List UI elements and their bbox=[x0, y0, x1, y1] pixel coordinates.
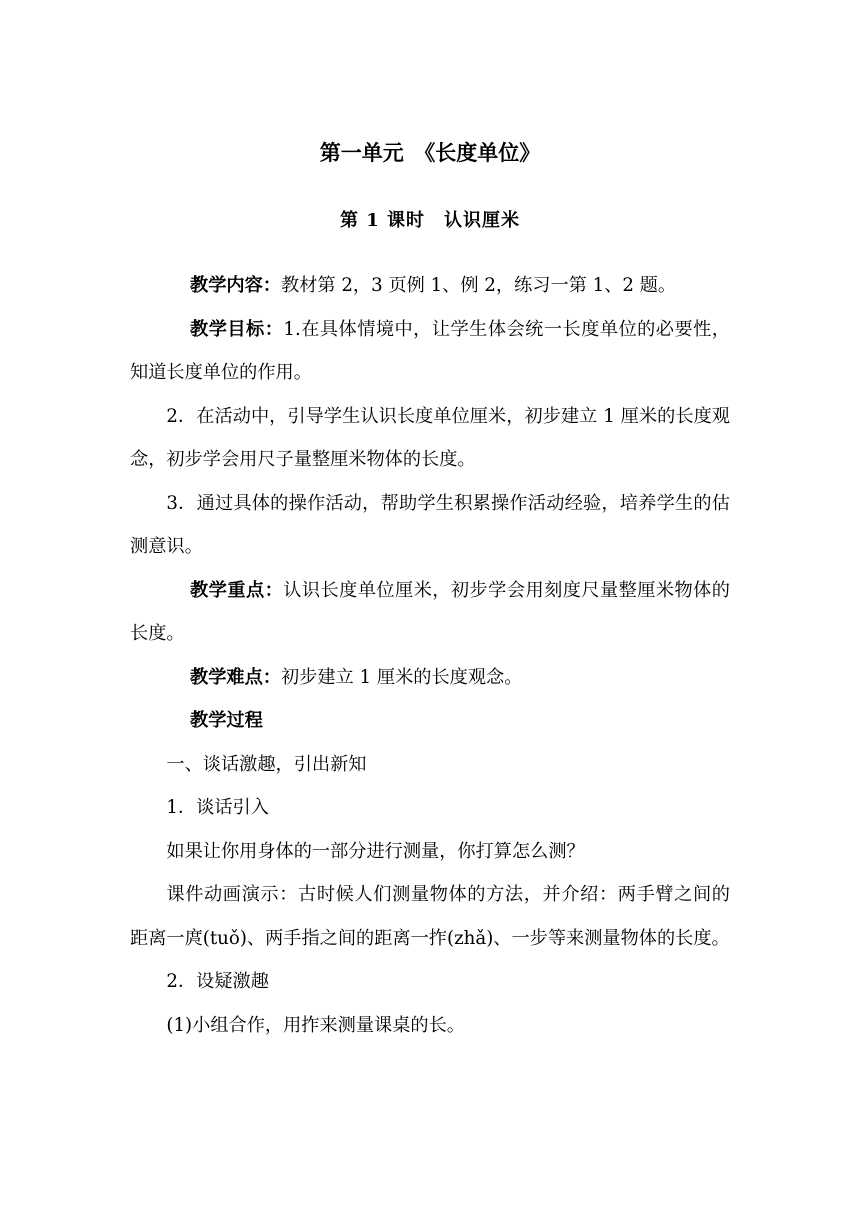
goal-3: 3．通过具体的操作活动，帮助学生积累操作活动经验，培养学生的估测意识。 bbox=[130, 492, 730, 557]
sub-step-1: (1)小组合作，用拃来测量课桌的长。 bbox=[166, 1014, 465, 1036]
document-body bbox=[130, 264, 730, 1047]
teaching-content-text: 教材第 2，3 页例 1、例 2，练习一第 1、2 题。 bbox=[281, 275, 677, 296]
animation-paragraph: 课件动画演示：古时候人们测量物体的方法，并介绍：两手臂之间的距离一庹(tuǒ)、两手指之间的距离一拃(zhǎ)、一步等来测量物体的长度。 bbox=[130, 884, 730, 949]
teaching-process-heading: 教学过程 bbox=[190, 710, 263, 731]
difficulty-text: 初步建立 1 厘米的长度观念。 bbox=[281, 666, 523, 688]
teaching-goals-label: 教学目标： bbox=[190, 318, 284, 340]
teaching-goals bbox=[130, 308, 730, 395]
key-point-text: 认识长度单位厘米，初步学会用刻度尺量整厘米物体的长度。 bbox=[130, 579, 730, 644]
question-paragraph: 如果让你用身体的一部分进行测量，你打算怎么测？ bbox=[166, 840, 585, 862]
teaching-content bbox=[130, 264, 730, 308]
step-2-heading: 2．设疑激趣 bbox=[166, 971, 269, 992]
teaching-difficulty bbox=[130, 656, 730, 700]
goal-1: 1.在具体情境中，让学生体会统一长度单位的必要性，知道长度单位的作用。 bbox=[130, 318, 730, 383]
goal-2: 2．在活动中，引导学生认识长度单位厘米，初步建立 1 厘米的长度观念，初步学会用尺子量整厘米物体的长度。 bbox=[130, 405, 730, 470]
teaching-key-point bbox=[130, 569, 730, 656]
unit-title: 第一单元 《长度单位》 bbox=[319, 140, 541, 165]
section-1-heading: 一、谈话激趣，引出新知 bbox=[166, 753, 367, 775]
lesson-title: 第 1 课时 认识厘米 bbox=[339, 210, 521, 231]
teaching-content-label: 教学内容： bbox=[190, 275, 281, 296]
difficulty-label: 教学难点： bbox=[190, 666, 281, 688]
key-point-label: 教学重点： bbox=[190, 579, 284, 601]
step-1-heading: 1．谈话引入 bbox=[166, 797, 269, 818]
